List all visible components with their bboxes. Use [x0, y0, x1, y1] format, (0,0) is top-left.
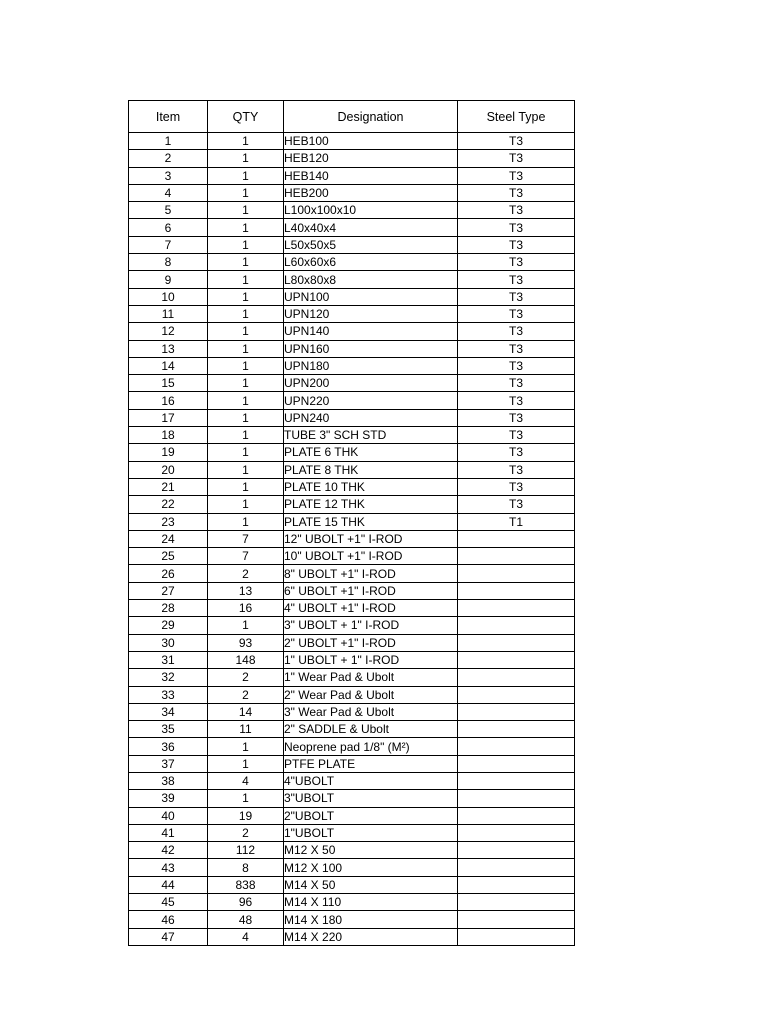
cell-item: 44 — [129, 876, 208, 893]
cell-designation: M12 X 100 — [284, 859, 458, 876]
cell-item: 45 — [129, 894, 208, 911]
table-body — [129, 133, 575, 946]
cell-steel-type: T3 — [458, 496, 575, 513]
cell-qty: 7 — [208, 530, 284, 547]
cell-item: 27 — [129, 582, 208, 599]
cell-qty: 1 — [208, 427, 284, 444]
cell-steel-type: T3 — [458, 357, 575, 374]
cell-item: 26 — [129, 565, 208, 582]
cell-item: 43 — [129, 859, 208, 876]
cell-steel-type — [458, 738, 575, 755]
cell-steel-type: T3 — [458, 444, 575, 461]
cell-designation: 12" UBOLT +1" I-ROD — [284, 530, 458, 547]
cell-steel-type: T3 — [458, 202, 575, 219]
cell-steel-type: T3 — [458, 236, 575, 253]
cell-item: 37 — [129, 755, 208, 772]
table-row — [129, 824, 575, 841]
cell-designation: M14 X 180 — [284, 911, 458, 928]
cell-qty: 838 — [208, 876, 284, 893]
cell-steel-type: T3 — [458, 409, 575, 426]
cell-steel-type: T3 — [458, 340, 575, 357]
cell-steel-type: T3 — [458, 254, 575, 271]
cell-item: 28 — [129, 600, 208, 617]
cell-item: 35 — [129, 721, 208, 738]
table-row — [129, 600, 575, 617]
table-row — [129, 461, 575, 478]
cell-steel-type: T3 — [458, 184, 575, 201]
cell-item: 23 — [129, 513, 208, 530]
cell-designation: UPN200 — [284, 375, 458, 392]
cell-steel-type: T3 — [458, 323, 575, 340]
cell-steel-type: T3 — [458, 219, 575, 236]
cell-qty: 1 — [208, 219, 284, 236]
cell-steel-type: T3 — [458, 427, 575, 444]
table-row — [129, 807, 575, 824]
cell-designation: HEB120 — [284, 150, 458, 167]
cell-qty: 1 — [208, 513, 284, 530]
table-row — [129, 513, 575, 530]
cell-qty: 1 — [208, 357, 284, 374]
cell-designation: L50x50x5 — [284, 236, 458, 253]
cell-item: 40 — [129, 807, 208, 824]
cell-steel-type — [458, 600, 575, 617]
table-row — [129, 686, 575, 703]
table-row — [129, 721, 575, 738]
cell-steel-type — [458, 617, 575, 634]
cell-steel-type — [458, 894, 575, 911]
cell-item: 14 — [129, 357, 208, 374]
cell-qty: 1 — [208, 167, 284, 184]
cell-qty: 48 — [208, 911, 284, 928]
table-row — [129, 271, 575, 288]
cell-item: 8 — [129, 254, 208, 271]
cell-designation: PTFE PLATE — [284, 755, 458, 772]
header-designation: Designation — [284, 101, 458, 133]
table-row — [129, 911, 575, 928]
table-row — [129, 842, 575, 859]
table-row — [129, 254, 575, 271]
table-row — [129, 703, 575, 720]
cell-item: 47 — [129, 928, 208, 945]
cell-steel-type — [458, 842, 575, 859]
cell-qty: 1 — [208, 150, 284, 167]
cell-steel-type: T3 — [458, 167, 575, 184]
cell-item: 2 — [129, 150, 208, 167]
cell-steel-type: T3 — [458, 271, 575, 288]
cell-item: 24 — [129, 530, 208, 547]
cell-designation: L60x60x6 — [284, 254, 458, 271]
cell-steel-type — [458, 634, 575, 651]
cell-qty: 1 — [208, 305, 284, 322]
cell-steel-type — [458, 669, 575, 686]
cell-qty: 4 — [208, 928, 284, 945]
cell-item: 19 — [129, 444, 208, 461]
table-header-row — [129, 101, 575, 133]
table-row — [129, 184, 575, 201]
table-row — [129, 392, 575, 409]
table-row — [129, 340, 575, 357]
cell-qty: 1 — [208, 617, 284, 634]
header-item: Item — [129, 101, 208, 133]
cell-qty: 1 — [208, 444, 284, 461]
cell-qty: 96 — [208, 894, 284, 911]
cell-designation: 3" UBOLT + 1" I-ROD — [284, 617, 458, 634]
cell-item: 38 — [129, 772, 208, 789]
cell-item: 31 — [129, 651, 208, 668]
table-row — [129, 409, 575, 426]
cell-item: 9 — [129, 271, 208, 288]
cell-steel-type — [458, 565, 575, 582]
cell-qty: 148 — [208, 651, 284, 668]
table-row — [129, 496, 575, 513]
table-row — [129, 894, 575, 911]
table-row — [129, 651, 575, 668]
cell-designation: UPN160 — [284, 340, 458, 357]
cell-steel-type — [458, 548, 575, 565]
cell-steel-type — [458, 530, 575, 547]
cell-qty: 19 — [208, 807, 284, 824]
table-row — [129, 202, 575, 219]
cell-steel-type — [458, 582, 575, 599]
cell-item: 13 — [129, 340, 208, 357]
table-row — [129, 755, 575, 772]
cell-steel-type — [458, 755, 575, 772]
cell-qty: 1 — [208, 392, 284, 409]
cell-designation: L100x100x10 — [284, 202, 458, 219]
header-qty: QTY — [208, 101, 284, 133]
cell-designation: UPN120 — [284, 305, 458, 322]
cell-item: 6 — [129, 219, 208, 236]
cell-designation: L40x40x4 — [284, 219, 458, 236]
cell-item: 29 — [129, 617, 208, 634]
cell-designation: 4" UBOLT +1" I-ROD — [284, 600, 458, 617]
table-row — [129, 859, 575, 876]
cell-designation: 4"UBOLT — [284, 772, 458, 789]
cell-item: 10 — [129, 288, 208, 305]
cell-designation: 1"UBOLT — [284, 824, 458, 841]
cell-steel-type: T3 — [458, 375, 575, 392]
cell-item: 18 — [129, 427, 208, 444]
cell-steel-type — [458, 772, 575, 789]
cell-qty: 16 — [208, 600, 284, 617]
table-row — [129, 167, 575, 184]
table-row — [129, 375, 575, 392]
cell-item: 21 — [129, 478, 208, 495]
header-steel-type: Steel Type — [458, 101, 575, 133]
cell-designation: 10" UBOLT +1" I-ROD — [284, 548, 458, 565]
cell-item: 11 — [129, 305, 208, 322]
cell-qty: 1 — [208, 271, 284, 288]
table-row — [129, 548, 575, 565]
table-row — [129, 634, 575, 651]
cell-steel-type — [458, 807, 575, 824]
cell-designation: PLATE 8 THK — [284, 461, 458, 478]
cell-qty: 4 — [208, 772, 284, 789]
cell-qty: 1 — [208, 478, 284, 495]
cell-designation: UPN240 — [284, 409, 458, 426]
cell-qty: 1 — [208, 254, 284, 271]
cell-steel-type — [458, 703, 575, 720]
table-row — [129, 790, 575, 807]
cell-item: 3 — [129, 167, 208, 184]
cell-qty: 93 — [208, 634, 284, 651]
cell-item: 30 — [129, 634, 208, 651]
cell-designation: Neoprene pad 1/8" (M²) — [284, 738, 458, 755]
cell-item: 5 — [129, 202, 208, 219]
cell-designation: 3"UBOLT — [284, 790, 458, 807]
cell-designation: HEB200 — [284, 184, 458, 201]
cell-item: 16 — [129, 392, 208, 409]
table-row — [129, 565, 575, 582]
cell-designation: PLATE 12 THK — [284, 496, 458, 513]
cell-item: 7 — [129, 236, 208, 253]
cell-designation: L80x80x8 — [284, 271, 458, 288]
cell-designation: M14 X 220 — [284, 928, 458, 945]
cell-item: 42 — [129, 842, 208, 859]
cell-designation: 3" Wear Pad & Ubolt — [284, 703, 458, 720]
cell-designation: UPN220 — [284, 392, 458, 409]
cell-item: 34 — [129, 703, 208, 720]
cell-qty: 1 — [208, 133, 284, 150]
cell-steel-type — [458, 790, 575, 807]
table-row — [129, 236, 575, 253]
table-row — [129, 617, 575, 634]
table-row — [129, 427, 575, 444]
cell-steel-type: T3 — [458, 288, 575, 305]
cell-steel-type: T3 — [458, 305, 575, 322]
cell-steel-type: T3 — [458, 133, 575, 150]
table-row — [129, 530, 575, 547]
cell-item: 25 — [129, 548, 208, 565]
cell-steel-type: T3 — [458, 392, 575, 409]
table-row — [129, 478, 575, 495]
table-row — [129, 357, 575, 374]
cell-steel-type: T3 — [458, 478, 575, 495]
cell-qty: 2 — [208, 824, 284, 841]
cell-qty: 7 — [208, 548, 284, 565]
cell-item: 4 — [129, 184, 208, 201]
cell-designation: 1" UBOLT + 1" I-ROD — [284, 651, 458, 668]
cell-steel-type — [458, 911, 575, 928]
table-row — [129, 150, 575, 167]
cell-steel-type: T1 — [458, 513, 575, 530]
cell-designation: 8" UBOLT +1" I-ROD — [284, 565, 458, 582]
cell-qty: 2 — [208, 686, 284, 703]
cell-qty: 1 — [208, 738, 284, 755]
cell-steel-type: T3 — [458, 150, 575, 167]
table-row — [129, 669, 575, 686]
cell-designation: PLATE 15 THK — [284, 513, 458, 530]
cell-qty: 2 — [208, 565, 284, 582]
cell-steel-type — [458, 859, 575, 876]
cell-steel-type — [458, 876, 575, 893]
table-row — [129, 928, 575, 945]
cell-item: 1 — [129, 133, 208, 150]
cell-steel-type — [458, 686, 575, 703]
table-row — [129, 219, 575, 236]
cell-designation: HEB100 — [284, 133, 458, 150]
cell-qty: 1 — [208, 184, 284, 201]
cell-item: 39 — [129, 790, 208, 807]
cell-designation: 2" UBOLT +1" I-ROD — [284, 634, 458, 651]
cell-steel-type — [458, 651, 575, 668]
cell-qty: 1 — [208, 375, 284, 392]
cell-qty: 1 — [208, 790, 284, 807]
cell-designation: 6" UBOLT +1" I-ROD — [284, 582, 458, 599]
cell-item: 33 — [129, 686, 208, 703]
cell-qty: 1 — [208, 236, 284, 253]
cell-designation: PLATE 10 THK — [284, 478, 458, 495]
cell-item: 36 — [129, 738, 208, 755]
cell-qty: 1 — [208, 409, 284, 426]
cell-item: 32 — [129, 669, 208, 686]
cell-designation: UPN100 — [284, 288, 458, 305]
cell-qty: 14 — [208, 703, 284, 720]
cell-item: 22 — [129, 496, 208, 513]
cell-item: 41 — [129, 824, 208, 841]
cell-qty: 1 — [208, 461, 284, 478]
table-row — [129, 738, 575, 755]
cell-item: 20 — [129, 461, 208, 478]
cell-steel-type — [458, 824, 575, 841]
cell-steel-type: T3 — [458, 461, 575, 478]
bill-of-materials-table — [128, 100, 575, 946]
cell-designation: TUBE 3" SCH STD — [284, 427, 458, 444]
table-row — [129, 582, 575, 599]
cell-qty: 1 — [208, 288, 284, 305]
cell-qty: 1 — [208, 496, 284, 513]
cell-qty: 1 — [208, 340, 284, 357]
cell-qty: 1 — [208, 755, 284, 772]
cell-steel-type — [458, 928, 575, 945]
cell-item: 17 — [129, 409, 208, 426]
table-row — [129, 133, 575, 150]
cell-designation: PLATE 6 THK — [284, 444, 458, 461]
cell-qty: 2 — [208, 669, 284, 686]
cell-qty: 11 — [208, 721, 284, 738]
table-row — [129, 323, 575, 340]
cell-item: 12 — [129, 323, 208, 340]
cell-designation: UPN140 — [284, 323, 458, 340]
cell-designation: 1" Wear Pad & Ubolt — [284, 669, 458, 686]
cell-qty: 1 — [208, 323, 284, 340]
cell-qty: 13 — [208, 582, 284, 599]
cell-item: 15 — [129, 375, 208, 392]
cell-designation: M12 X 50 — [284, 842, 458, 859]
cell-designation: UPN180 — [284, 357, 458, 374]
cell-designation: 2" Wear Pad & Ubolt — [284, 686, 458, 703]
cell-designation: 2" SADDLE & Ubolt — [284, 721, 458, 738]
table-row — [129, 876, 575, 893]
table-row — [129, 288, 575, 305]
cell-designation: M14 X 50 — [284, 876, 458, 893]
cell-qty: 112 — [208, 842, 284, 859]
table-row — [129, 772, 575, 789]
cell-item: 46 — [129, 911, 208, 928]
cell-qty: 1 — [208, 202, 284, 219]
table-row — [129, 305, 575, 322]
cell-qty: 8 — [208, 859, 284, 876]
cell-designation: HEB140 — [284, 167, 458, 184]
table-row — [129, 444, 575, 461]
cell-designation: M14 X 110 — [284, 894, 458, 911]
cell-designation: 2"UBOLT — [284, 807, 458, 824]
cell-steel-type — [458, 721, 575, 738]
